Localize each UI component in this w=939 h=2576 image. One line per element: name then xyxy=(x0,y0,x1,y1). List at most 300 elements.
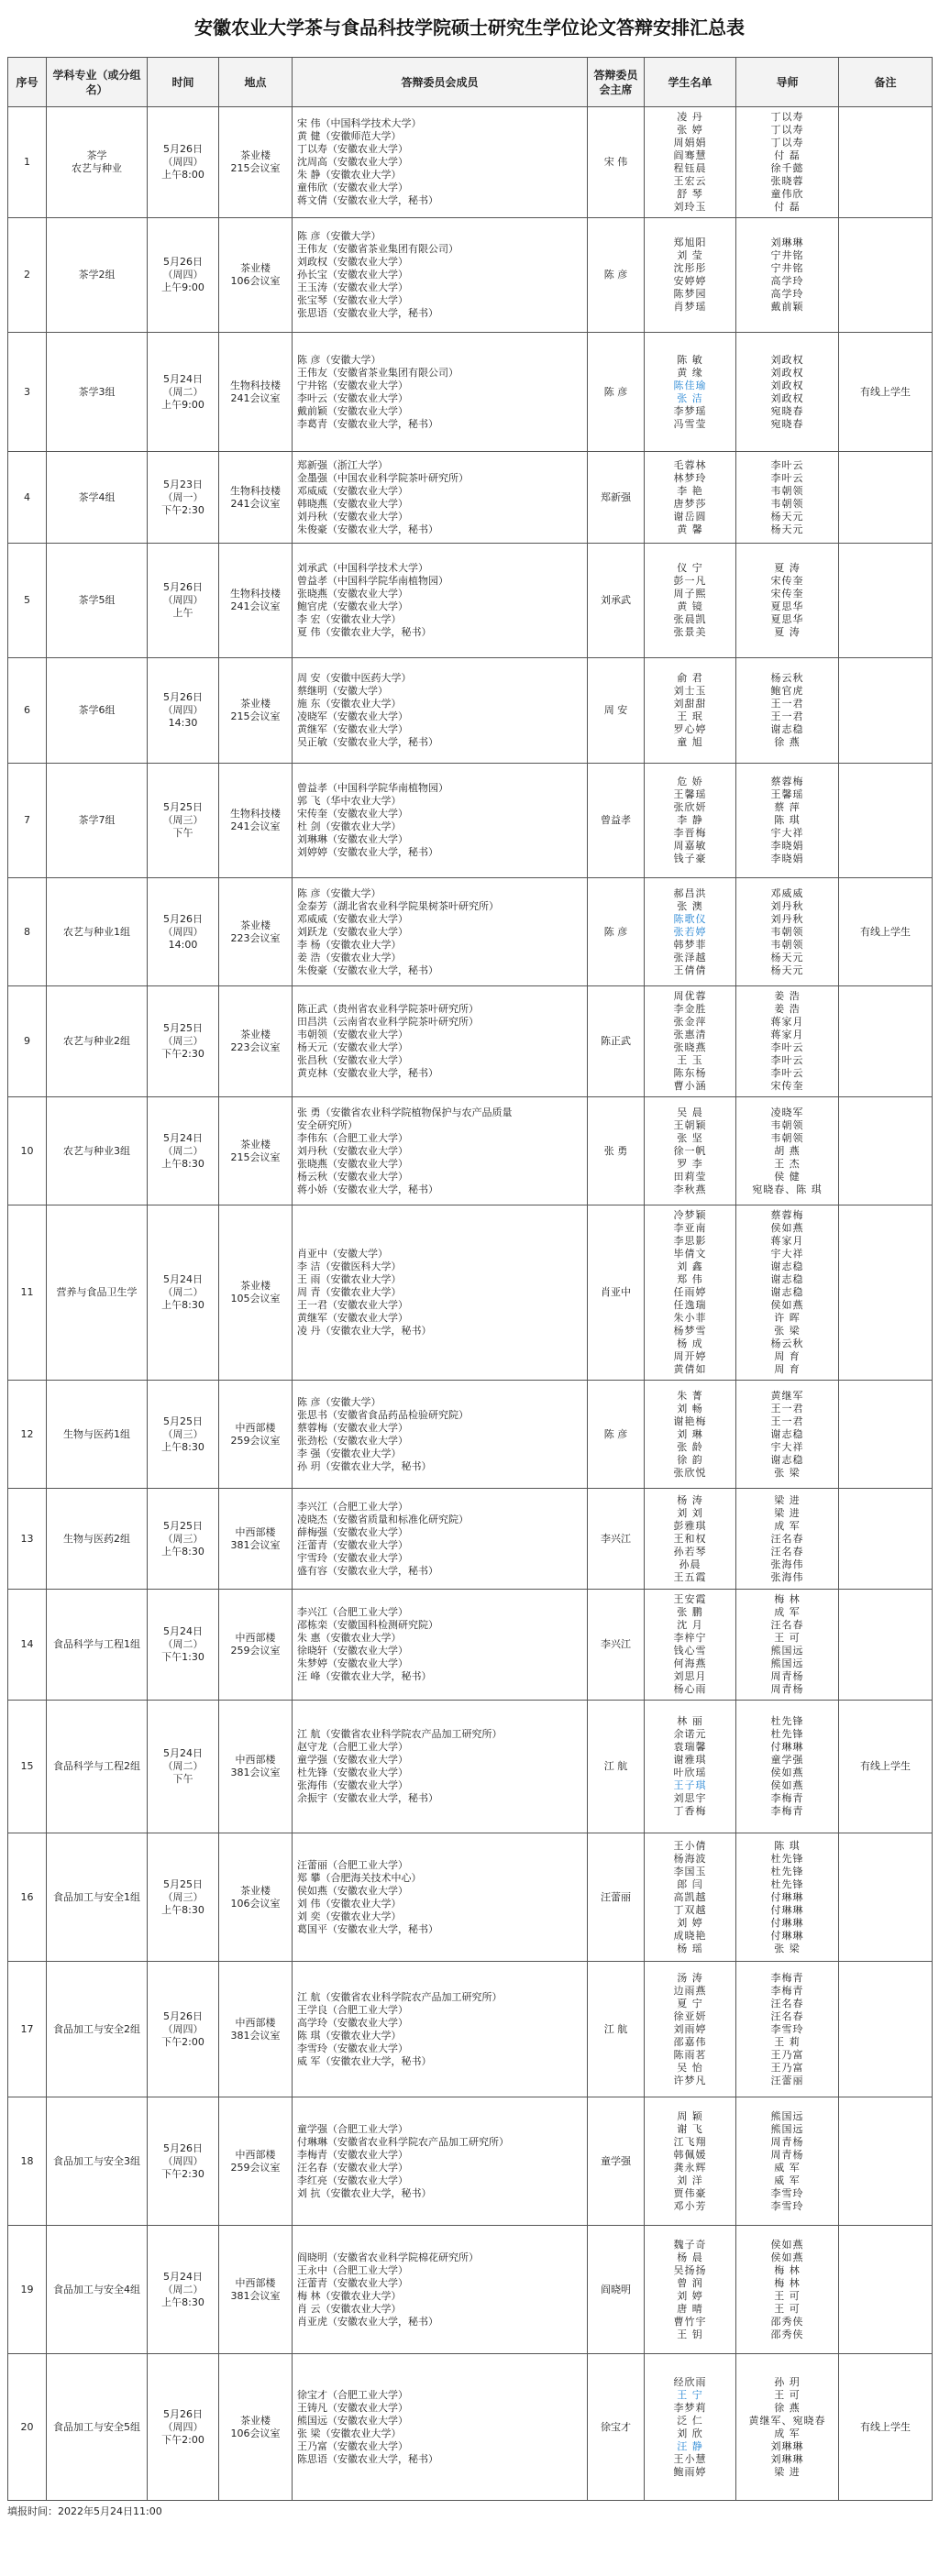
cell-advisors xyxy=(736,1381,839,1489)
cell-place xyxy=(219,1701,293,1833)
cell-chair: 周 安 xyxy=(588,658,645,764)
cell-no: 12 xyxy=(8,1381,47,1489)
cell-no: 2 xyxy=(8,218,47,333)
cell-members-line: 高学玲（安徽农业大学） xyxy=(297,2016,408,2029)
cell-advisors-line: 夏 涛 xyxy=(774,626,801,638)
cell-students-line: 张晓燕 xyxy=(673,1041,707,1053)
cell-members-line: 刘 伟（安徽农业大学） xyxy=(297,1897,402,1910)
cell-advisors-line: 杜先锋 xyxy=(770,1715,804,1727)
cell-time xyxy=(148,544,219,658)
cell-students-line: 刘 琳 xyxy=(677,1427,703,1440)
cell-students-line: 夏 宁 xyxy=(677,1997,703,2009)
cell-place-line: 106会议室 xyxy=(230,1897,281,1910)
cell-members-line: 邵栋栾（安徽国科检测研究院） xyxy=(297,1619,438,1631)
cell-members-line: 熊国远（安徽农业大学） xyxy=(297,2414,408,2427)
cell-advisors-line: 凌晓军 xyxy=(770,1106,804,1118)
cell-students-line: 刘思宇 xyxy=(673,1792,707,1804)
cell-chair: 童学强 xyxy=(588,2097,645,2226)
cell-members-line: 曾益孝（中国科学院华南植物园） xyxy=(297,782,448,794)
cell-advisors-line: 谢志稳 xyxy=(770,1273,804,1285)
cell-students-line: 江飞翔 xyxy=(673,2135,707,2148)
cell-remark xyxy=(839,1833,933,1962)
cell-major: 食品加工与安全2组 xyxy=(47,1962,148,2097)
cell-place xyxy=(219,1097,293,1205)
cell-members-line: 刘承武（中国科学技术大学） xyxy=(297,562,428,574)
cell-members-line: 金墨强（中国农业科学院茶叶研究所） xyxy=(297,471,469,484)
cell-advisors-line: 汪名春 xyxy=(770,1997,804,2009)
cell-place-line: 中西部楼 xyxy=(235,1754,276,1766)
cell-major: 茶学3组 xyxy=(47,333,148,452)
cell-members-line: 赵守龙（合肥工业大学） xyxy=(297,1741,408,1753)
cell-time xyxy=(148,2354,219,2501)
cell-members-line: 蔡蓉梅（安徽农业大学） xyxy=(297,1421,408,1434)
cell-students-line: 王倩倩 xyxy=(673,963,707,976)
cell-students-line: 周娟娟 xyxy=(673,137,707,149)
cell-students-line: 吴 晨 xyxy=(677,1106,703,1118)
cell-members-line: 黄继军（安徽农业大学） xyxy=(297,1312,408,1324)
cell-advisors-line: 李梅青 xyxy=(770,1984,804,1997)
cell-members-line: 张海伟（安徽农业大学） xyxy=(297,1779,408,1791)
cell-members-line: 李 杨（安徽农业大学） xyxy=(297,938,402,951)
cell-advisors-line: 宛晓春、陈 琪 xyxy=(752,1183,823,1195)
cell-students xyxy=(645,333,736,452)
cell-students-line: 任逸瑞 xyxy=(673,1299,707,1311)
cell-members-line: 刘丹秋（安徽农业大学） xyxy=(297,1144,408,1157)
cell-members-line: 朱 惠（安徽农业大学） xyxy=(297,1632,402,1644)
cell-time-line: 5月25日 xyxy=(163,1877,203,1890)
cell-advisors-line: 宁井铭 xyxy=(770,249,804,261)
cell-students-line: 张欣悦 xyxy=(673,1466,707,1479)
cell-students-line: 田莉莹 xyxy=(673,1170,707,1183)
cell-students-line: 程钰晨 xyxy=(673,162,707,174)
cell-no: 17 xyxy=(8,1962,47,2097)
cell-remark xyxy=(839,2226,933,2354)
header-time: 时间 xyxy=(148,58,219,107)
cell-major: 食品加工与安全4组 xyxy=(47,2226,148,2354)
cell-major: 农艺与种业3组 xyxy=(47,1097,148,1205)
cell-members-line: 王铸凡（安徽农业大学） xyxy=(297,2401,408,2414)
cell-time-line: （周三） xyxy=(162,814,204,826)
table-row xyxy=(8,333,933,452)
cell-members-line: 刘跃龙（安徽农业大学） xyxy=(297,925,408,938)
cell-place-line: 中西部楼 xyxy=(235,1421,276,1434)
cell-advisors-line: 侯如燕 xyxy=(770,1767,804,1778)
cell-members-line: 王 雨（安徽农业大学） xyxy=(297,1273,402,1285)
cell-students-line: 曹小涵 xyxy=(673,1080,707,1092)
cell-remark xyxy=(839,218,933,333)
cell-advisors-line: 王馨瑶 xyxy=(770,788,804,800)
cell-members-line: 姜 浩（安徽农业大学） xyxy=(297,951,402,963)
cell-students-line: 张欣妍 xyxy=(673,801,707,813)
cell-time-line: 上午8:00 xyxy=(161,169,204,181)
cell-advisors xyxy=(736,452,839,544)
cell-time xyxy=(148,1381,219,1489)
cell-advisors-line: 杨天元 xyxy=(770,963,804,976)
cell-members-line: 黄 健（安徽师范大学） xyxy=(297,130,402,142)
cell-advisors xyxy=(736,1701,839,1833)
cell-members-line: 周 安（安徽中医药大学） xyxy=(297,672,412,684)
cell-major-line: 农艺与种业 xyxy=(72,162,122,174)
cell-advisors-line: 汪名春 xyxy=(770,1619,804,1631)
cell-place-line: 中西部楼 xyxy=(235,1525,276,1538)
cell-advisors-line: 夏 涛 xyxy=(774,562,801,574)
cell-members-line: 汪蕾丽（合肥工业大学） xyxy=(297,1858,408,1871)
cell-time-line: 5月25日 xyxy=(163,1415,203,1427)
cell-members xyxy=(293,544,588,658)
cell-time-line: （周三） xyxy=(162,1532,204,1545)
cell-major: 营养与食品卫生学 xyxy=(47,1205,148,1381)
table-row xyxy=(8,1701,933,1833)
cell-students-line: 黄 缘 xyxy=(677,366,703,379)
cell-advisors-line: 徐千懿 xyxy=(770,162,804,174)
cell-place-line: 茶业楼 xyxy=(240,1280,271,1292)
cell-members-line: 吴正敏（安徽农业大学，秘书） xyxy=(297,736,438,748)
cell-advisors-line: 谢志稳 xyxy=(770,723,804,735)
cell-advisors xyxy=(736,218,839,333)
cell-students-line: 刘 莹 xyxy=(677,249,703,261)
cell-students-line: 李亚南 xyxy=(673,1222,707,1234)
cell-place-line: 105会议室 xyxy=(230,1293,281,1305)
table-header-row xyxy=(8,58,933,107)
cell-place-line: 中西部楼 xyxy=(235,1632,276,1644)
cell-time-line: 上午9:00 xyxy=(161,281,204,293)
cell-advisors-line: 许 晖 xyxy=(774,1312,801,1324)
cell-students-line: 张 鹏 xyxy=(677,1606,703,1618)
cell-advisors-line: 付琳琳 xyxy=(770,1741,804,1753)
cell-students-line: 王 玉 xyxy=(677,1054,703,1066)
cell-students-line: 郝昌洪 xyxy=(673,886,707,899)
cell-major: 生物与医药2组 xyxy=(47,1489,148,1590)
cell-students-line: 沈彤彤 xyxy=(673,262,707,274)
cell-students-line: 张泽越 xyxy=(673,951,707,963)
cell-members-line: 杜先锋（安徽农业大学） xyxy=(297,1767,408,1778)
cell-advisors-line: 宇大祥 xyxy=(770,1440,804,1453)
cell-members xyxy=(293,333,588,452)
cell-time-line: 5月24日 xyxy=(163,1625,203,1637)
cell-remark xyxy=(839,1590,933,1701)
cell-time-line: 下午2:00 xyxy=(161,2433,204,2446)
cell-members xyxy=(293,1962,588,2097)
cell-advisors-line: 谢志稳 xyxy=(770,1286,804,1298)
cell-advisors-line: 宋传奎 xyxy=(770,1080,804,1092)
cell-students xyxy=(645,544,736,658)
cell-members-line: 陈 彦（安徽大学） xyxy=(297,886,381,899)
cell-students xyxy=(645,1205,736,1381)
cell-advisors-line: 刘政权 xyxy=(770,379,804,391)
cell-students-line: 舒 琴 xyxy=(677,188,703,200)
cell-students xyxy=(645,1489,736,1590)
cell-place-line: 中西部楼 xyxy=(235,2016,276,2029)
cell-place-line: 381会议室 xyxy=(230,1767,281,1778)
table-row xyxy=(8,544,933,658)
cell-place-line: 381会议室 xyxy=(230,2029,281,2042)
cell-advisors-line: 梁 进 xyxy=(774,1493,801,1506)
cell-students-line: 刘 畅 xyxy=(677,1402,703,1415)
cell-no: 19 xyxy=(8,2226,47,2354)
cell-time-line: （周三） xyxy=(162,1890,204,1903)
cell-members xyxy=(293,107,588,218)
cell-students-line: 王和权 xyxy=(673,1532,707,1545)
cell-students-line: 沈 月 xyxy=(677,1619,703,1631)
cell-members-line: 盛有容（安徽农业大学，秘书） xyxy=(297,1564,438,1577)
cell-members-line: 丁以寿（安徽农业大学） xyxy=(297,143,408,155)
cell-remark xyxy=(839,1962,933,2097)
cell-members-line: 徐晓轩（安徽农业大学） xyxy=(297,1645,408,1657)
header-chair: 答辩委员会主席 xyxy=(588,58,645,107)
cell-time-line: 下午2:30 xyxy=(161,2167,204,2180)
cell-remark xyxy=(839,544,933,658)
cell-members-line: 刘婷婷（安徽农业大学，秘书） xyxy=(297,846,438,858)
cell-advisors-line: 王 可 xyxy=(774,2302,801,2315)
cell-members-line: 金泰芳（湖北省农业科学院果树茶叶研究所） xyxy=(297,899,499,912)
cell-remark xyxy=(839,764,933,878)
cell-members-line: 侯如燕（安徽农业大学） xyxy=(297,1884,408,1897)
cell-members-line: 曾益孝（中国科学院华南植物园） xyxy=(297,575,448,587)
cell-members-line: 张 梁（安徽农业大学） xyxy=(297,2427,402,2439)
cell-advisors-line: 高学玲 xyxy=(770,275,804,287)
cell-chair: 宋 伟 xyxy=(588,107,645,218)
cell-members-line: 宋传奎（安徽农业大学） xyxy=(297,808,408,820)
cell-place xyxy=(219,1489,293,1590)
table-row xyxy=(8,1489,933,1590)
cell-members-line: 田昌洪（云南省农业科学院茶叶研究所） xyxy=(297,1016,479,1028)
cell-advisors-line: 王一君 xyxy=(770,1402,804,1415)
cell-students-line: 毛蓉林 xyxy=(673,458,707,471)
cell-advisors-line: 夏思华 xyxy=(770,613,804,625)
cell-place xyxy=(219,764,293,878)
cell-students-line: 王朝颖 xyxy=(673,1118,707,1131)
cell-major: 食品加工与安全1组 xyxy=(47,1833,148,1962)
cell-place xyxy=(219,2354,293,2501)
cell-time xyxy=(148,452,219,544)
cell-advisors-line: 梁 进 xyxy=(774,1506,801,1519)
cell-advisors-line: 刘丹秋 xyxy=(770,899,804,912)
cell-advisors-line: 姜 浩 xyxy=(774,990,801,1002)
cell-place xyxy=(219,1205,293,1381)
cell-members-line: 朱俊豪（安徽农业大学，秘书） xyxy=(297,523,438,535)
cell-advisors-line: 宁井铭 xyxy=(770,262,804,274)
cell-time-line: （周四） xyxy=(162,594,204,606)
cell-place-line: 259会议室 xyxy=(230,2161,281,2174)
cell-students-line: 罗 李 xyxy=(677,1157,703,1170)
cell-students-line: 李金胜 xyxy=(673,1003,707,1015)
cell-advisors-line: 侯如燕 xyxy=(770,1299,804,1311)
cell-members-line: 汪名春（安徽农业大学） xyxy=(297,2161,408,2174)
cell-advisors-line: 汪名春 xyxy=(770,1532,804,1545)
cell-advisors-line: 梁 进 xyxy=(774,2465,801,2478)
cell-place xyxy=(219,333,293,452)
cell-remark: 有线上学生 xyxy=(839,333,933,452)
cell-students-line: 肖梦瑶 xyxy=(673,301,707,313)
cell-members-line: 梅 林（安徽农业大学） xyxy=(297,2289,402,2302)
cell-members-line: 蒋文倩（安徽农业大学，秘书） xyxy=(297,194,438,206)
cell-advisors-line: 李叶云 xyxy=(770,1067,804,1079)
table-row xyxy=(8,2097,933,2226)
cell-students-line: 邓小芳 xyxy=(673,2199,707,2212)
cell-no: 13 xyxy=(8,1489,47,1590)
cell-members-line: 邓威威（安徽农业大学） xyxy=(297,484,408,497)
cell-members xyxy=(293,1489,588,1590)
cell-members-line: 张晓燕（安徽农业大学） xyxy=(297,588,408,600)
cell-students-line: 仪 宁 xyxy=(677,562,703,574)
cell-students-line: 孙若琴 xyxy=(673,1545,707,1558)
cell-advisors-line: 梅 林 xyxy=(774,1593,801,1605)
cell-time xyxy=(148,1590,219,1701)
cell-students-line: 贾伟豪 xyxy=(673,2186,707,2199)
cell-members-line: 肖亚中（安徽大学） xyxy=(297,1248,388,1260)
table-row xyxy=(8,2354,933,2501)
cell-members xyxy=(293,878,588,986)
cell-students-line: 王五霞 xyxy=(673,1570,707,1583)
cell-students-line: 王宏云 xyxy=(673,175,707,187)
cell-major: 茶学4组 xyxy=(47,452,148,544)
cell-advisors-line: 张海伟 xyxy=(770,1570,804,1583)
cell-chair: 陈 彦 xyxy=(588,1381,645,1489)
cell-time-line: 下午2:30 xyxy=(161,1048,204,1060)
cell-members-line: 陈 彦（安徽大学） xyxy=(297,353,381,366)
cell-advisors-line: 李叶云 xyxy=(770,1041,804,1053)
cell-members-line: 汪蕾青（安徽农业大学） xyxy=(297,2276,408,2289)
cell-students-line: 周开婷 xyxy=(673,1350,707,1362)
cell-remark xyxy=(839,107,933,218)
cell-advisors-line: 宇大祥 xyxy=(770,827,804,839)
cell-members-line: 童学强（合肥工业大学） xyxy=(297,2122,408,2135)
cell-students-line: 泛 仁 xyxy=(677,2414,703,2427)
cell-time-line: 上午8:30 xyxy=(161,1903,204,1916)
cell-place-line: 381会议室 xyxy=(230,2289,281,2302)
cell-students-line: 陈 敏 xyxy=(677,353,703,366)
cell-advisors-line: 付琳琳 xyxy=(770,1890,804,1903)
cell-advisors-line: 宋传奎 xyxy=(770,588,804,600)
cell-students-line: 李晋梅 xyxy=(673,827,707,839)
cell-time-line: （周二） xyxy=(162,2283,204,2295)
cell-students-line: 何海燕 xyxy=(673,1657,707,1669)
cell-place-line: 中西部楼 xyxy=(235,2148,276,2161)
cell-members-line: 张思语（安徽农业大学，秘书） xyxy=(297,307,438,319)
cell-members-line: 王伟友（安徽省茶业集团有限公司） xyxy=(297,243,458,255)
cell-time-line: 下午 xyxy=(172,1773,193,1785)
cell-members-line: 陈 彦（安徽大学） xyxy=(297,1395,381,1408)
cell-time xyxy=(148,878,219,986)
cell-no: 14 xyxy=(8,1590,47,1701)
cell-advisors-line: 宛晓春 xyxy=(770,404,804,417)
cell-chair: 陈正武 xyxy=(588,986,645,1097)
cell-advisors xyxy=(736,1962,839,2097)
cell-time-line: 5月25日 xyxy=(163,1519,203,1532)
cell-time-line: （周四） xyxy=(162,925,204,938)
cell-major: 茶学5组 xyxy=(47,544,148,658)
cell-students-line: 冷梦颖 xyxy=(673,1209,707,1221)
cell-advisors-line: 杨云秋 xyxy=(770,672,804,684)
cell-advisors-line: 夏思华 xyxy=(770,600,804,612)
cell-time-line: 下午2:00 xyxy=(161,2035,204,2048)
cell-place-line: 106会议室 xyxy=(230,275,281,287)
cell-advisors-line: 周 育 xyxy=(774,1350,801,1362)
cell-advisors-line: 蒋家月 xyxy=(770,1029,804,1040)
cell-advisors-line: 姜 浩 xyxy=(774,1003,801,1015)
cell-students-line: 李梦莉 xyxy=(673,2401,707,2414)
cell-time-line: （周二） xyxy=(162,1286,204,1298)
cell-students-line: 成晓艳 xyxy=(673,1929,707,1942)
cell-students-line: 任雨婷 xyxy=(673,1286,707,1298)
cell-time-line: 5月25日 xyxy=(163,801,203,813)
cell-chair: 汪蕾丽 xyxy=(588,1833,645,1962)
cell-time-line: 5月26日 xyxy=(163,256,203,268)
cell-no: 9 xyxy=(8,986,47,1097)
cell-advisors-line: 杜先锋 xyxy=(770,1865,804,1877)
cell-students-line: 徐一帆 xyxy=(673,1144,707,1157)
cell-place-line: 215会议室 xyxy=(230,162,281,174)
cell-place-line: 241会议室 xyxy=(230,391,281,404)
cell-no: 7 xyxy=(8,764,47,878)
cell-time-line: （周二） xyxy=(162,1760,204,1772)
cell-members-line: 黄克林（安徽农业大学，秘书） xyxy=(297,1067,438,1079)
cell-students-line: 刘玲玉 xyxy=(673,201,707,213)
cell-advisors xyxy=(736,333,839,452)
cell-time-line: 5月25日 xyxy=(163,1022,203,1034)
cell-advisors-line: 李雪玲 xyxy=(770,2022,804,2035)
cell-place xyxy=(219,1833,293,1962)
cell-place xyxy=(219,2226,293,2354)
cell-students-line: 杨 涛 xyxy=(677,1493,703,1506)
cell-advisors-line: 王一君 xyxy=(770,698,804,710)
cell-time xyxy=(148,986,219,1097)
cell-place xyxy=(219,986,293,1097)
cell-students xyxy=(645,1962,736,2097)
cell-advisors-line: 童伟欣 xyxy=(770,188,804,200)
cell-no: 16 xyxy=(8,1833,47,1962)
cell-place-line: 茶业楼 xyxy=(240,919,271,931)
cell-no: 11 xyxy=(8,1205,47,1381)
cell-advisors-line: 韦朝领 xyxy=(770,484,804,497)
cell-members-line: 徐宝才（合肥工业大学） xyxy=(297,2388,408,2401)
cell-place-line: 223会议室 xyxy=(230,931,281,944)
cell-no: 18 xyxy=(8,2097,47,2226)
cell-students-line: 陈梦园 xyxy=(673,288,707,300)
cell-members-line: 孙 玥（安徽农业大学，秘书） xyxy=(297,1459,432,1472)
cell-students-line: 谢 飞 xyxy=(677,2122,703,2135)
cell-place-line: 381会议室 xyxy=(230,1538,281,1551)
header-no: 序号 xyxy=(8,58,47,107)
cell-chair: 李兴江 xyxy=(588,1590,645,1701)
cell-students-line: 谢岳圆 xyxy=(673,510,707,523)
cell-place-line: 茶业楼 xyxy=(240,1138,271,1150)
cell-members-line: 张劲松（安徽农业大学） xyxy=(297,1434,408,1447)
cell-place xyxy=(219,878,293,986)
cell-time-line: 上午8:30 xyxy=(161,1440,204,1453)
cell-students-line: 刘雨婷 xyxy=(673,2022,707,2035)
cell-members-line: 李雪玲（安徽农业大学） xyxy=(297,2042,408,2054)
cell-advisors-line: 宛晓春 xyxy=(770,417,804,430)
cell-students-line: 边雨燕 xyxy=(673,1984,707,1997)
cell-members-line: 李兴江（合肥工业大学） xyxy=(297,1606,408,1618)
cell-members-line: 汪蕾青（安徽农业大学） xyxy=(297,1538,408,1551)
cell-advisors-line: 李梅青 xyxy=(770,1805,804,1817)
cell-students-line: 周嘉敏 xyxy=(673,840,707,852)
cell-major: 农艺与种业2组 xyxy=(47,986,148,1097)
cell-students xyxy=(645,218,736,333)
cell-advisors-line: 杨天元 xyxy=(770,510,804,523)
cell-place-line: 茶业楼 xyxy=(240,1029,271,1040)
cell-place xyxy=(219,1381,293,1489)
cell-students-line: 彭一凡 xyxy=(673,575,707,587)
cell-no: 6 xyxy=(8,658,47,764)
cell-students-line: 徐 韵 xyxy=(677,1453,703,1466)
cell-members xyxy=(293,1590,588,1701)
cell-advisors xyxy=(736,1590,839,1701)
cell-time xyxy=(148,764,219,878)
cell-no: 15 xyxy=(8,1701,47,1833)
